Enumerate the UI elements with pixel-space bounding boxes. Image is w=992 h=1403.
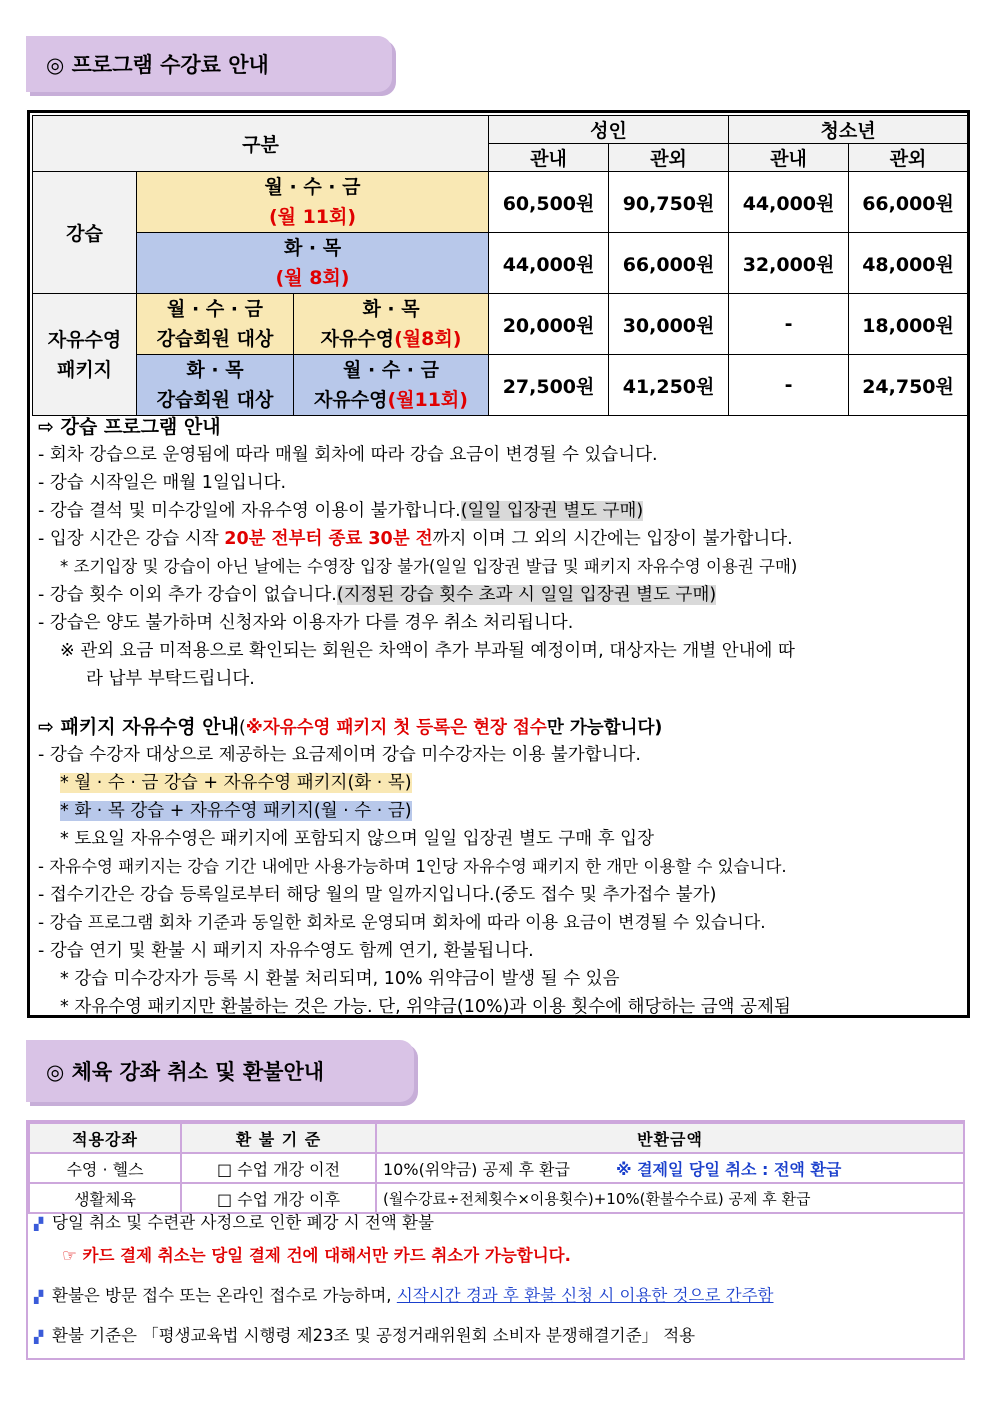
package-info-line: - 접수기간은 강습 등록일로부터 해당 월의 말 일까지입니다.(중도 접수 및 추가접수 불가) [38,885,717,905]
refund-table [28,1122,965,1214]
package-info-line: * 자유수영 패키지만 환불하는 것은 가능. 단, 위약금(10%)과 이용 횟수에 해당하는 금액 공제됨 [60,997,791,1017]
package-a-tt [137,355,294,416]
refund-amount: 10%(위약금) 공제 후 환급 ※ 결제일 당일 취소 : 전액 환급 [376,1153,964,1183]
package-a-note: 강습회원 대상 [156,328,274,350]
price-cell: 30,000원 [609,294,729,355]
bullet-icon: ▞ [34,1330,44,1344]
package-info-line: - 강습 프로그램 회차 기준과 동일한 회차로 운영되며 회차에 따라 이용 요금이 변경될 수 있습니다. [38,913,766,933]
highlight: (일일 입장권 별도 구매) [460,501,644,521]
header-adult-out: 관외 [609,144,729,172]
price-cell: 18,000원 [849,294,968,355]
lesson-tt-days: 화 · 목 [283,237,342,259]
package-label [33,294,137,416]
refund-header-criteria: 환 불 기 준 [181,1123,376,1153]
package-a-note: 강습회원 대상 [156,389,274,411]
package-label-2: 패키지 [56,358,113,381]
lesson-info-line: - 입장 시간은 강습 시작 20분 전부터 종료 30분 전까지 이며 그 외의 시간에는 입장이 불가합니다. [38,529,793,549]
price-cell: - [729,294,849,355]
lesson-mwf-days: 월 · 수 · 금 [264,176,361,198]
header-youth: 청소년 [729,116,968,144]
refund-time-note: 시작시간 경과 후 환불 신청 시 이용한 것으로 간주함 [396,1286,774,1305]
package-first-reg-note: ※자유수영 패키지 첫 등록은 현장 접수 [245,718,547,738]
price-cell: 20,000원 [489,294,609,355]
section-title-refund: ◎ 체육 강좌 취소 및 환불안내 [26,1040,414,1102]
package-info-line: * 월 · 수 · 금 강습 + 자유수영 패키지(화 · 목) [60,773,412,793]
package-b-note: 자유수영 [320,328,395,350]
package-info-line: * 화 · 목 강습 + 자유수영 패키지(월 · 수 · 금) [60,801,412,821]
price-cell: 90,750원 [609,172,729,233]
price-cell: 27,500원 [489,355,609,416]
header-youth-in: 관내 [729,144,849,172]
header-youth-out: 관외 [849,144,968,172]
package-b-count: (월11회) [387,389,468,411]
lesson-tt-count: (월 8회) [275,267,350,289]
package-info-line: - 강습 수강자 대상으로 제공하는 요금제이며 강습 미수강자는 이용 불가합니다. [38,745,641,765]
fee-table [32,115,968,416]
price-cell: 60,500원 [489,172,609,233]
bullet-icon: ▞ [34,1290,44,1304]
price-cell: - [729,355,849,416]
header-adult: 성인 [489,116,729,144]
package-a-days: 화 · 목 [186,359,244,381]
package-b-count: (월8회) [394,328,462,350]
package-b-tt [294,294,489,355]
fee-box [27,110,970,1018]
section-title-fees: ◎ 프로그램 수강료 안내 [26,36,392,92]
lesson-info-line: - 강습 시작일은 매월 1일입니다. [38,473,287,493]
lesson-info-line: ※ 관외 요금 미적용으로 확인되는 회원은 차액이 추가 부과될 예정이며, 대상자는 개별 안내에 따 [60,641,795,661]
price-cell: 41,250원 [609,355,729,416]
lesson-info-line: - 강습은 양도 불가하며 신청자와 이용자가 다를 경우 취소 처리됩니다. [38,613,574,633]
price-cell: 44,000원 [729,172,849,233]
lesson-info-line: * 조기입장 및 강습이 아닌 날에는 수영장 입장 불가(일일 입장권 발급 및 패키지 자유수영 이용권 구매) [60,557,798,576]
refund-notes [34,1210,959,1356]
entry-time-highlight: 20분 전부터 종료 30분 전 [224,529,433,549]
price-cell: 66,000원 [849,172,968,233]
package-b-days: 화 · 목 [362,298,420,320]
lesson-info [38,413,963,693]
refund-amount: (월수강료÷전체횟수×이용횟수)+10%(환불수수료) 공제 후 환급 [376,1183,964,1213]
lesson-info-line: 라 납부 부탁드립니다. [86,669,255,689]
refund-note: 환불 기준은 「평생교육법 시행령 제23조 및 공정거래위원회 소비자 분쟁해결기준」 적용 [52,1326,696,1345]
bullet-icon: ▞ [34,1217,44,1231]
package-info-line: * 강습 미수강자가 등록 시 환불 처리되며, 10% 위약금이 발생 될 수 있음 [60,969,620,989]
refund-note: 당일 취소 및 수련관 사정으로 인한 폐강 시 전액 환불 [52,1213,434,1232]
price-cell: 24,750원 [849,355,968,416]
package-info-line: * 토요일 자유수영은 패키지에 포함되지 않으며 일일 입장권 별도 구매 후 입장 [60,829,654,849]
refund-header-amount: 반환금액 [376,1123,964,1153]
refund-course: 생활체육 [29,1183,181,1213]
refund-note: 환불은 방문 접수 또는 온라인 접수로 가능하며, [52,1286,397,1305]
lesson-mwf [137,172,489,233]
refund-criteria: □ 수업 개강 이후 [181,1183,376,1213]
header-gubun: 구분 [33,116,489,172]
lesson-info-line: - 회차 강습으로 운영됨에 따라 매월 회차에 따라 강습 요금이 변경될 수 있습니다. [38,445,658,465]
package-b-mwf [294,355,489,416]
refund-box [26,1120,965,1360]
package-info-line: - 자유수영 패키지는 강습 기간 내에만 사용가능하며 1인당 자유수영 패키지 한 개만 이용할 수 있습니다. [38,857,787,876]
package-info-heading: ⇨ 패키지 자유수영 안내(※자유수영 패키지 첫 등록은 현장 접수만 가능합니다) [38,716,663,738]
package-label-1: 자유수영 [47,328,122,351]
refund-course: 수영 · 헬스 [29,1153,181,1183]
package-info-line: - 강습 연기 및 환불 시 패키지 자유수영도 함께 연기, 환불됩니다. [38,941,534,961]
lesson-tt [137,233,489,294]
card-cancel-note: ☞ 카드 결제 취소는 당일 결제 건에 대해서만 카드 취소가 가능합니다. [62,1246,571,1265]
package-b-days: 월 · 수 · 금 [343,359,439,381]
price-cell: 48,000원 [849,233,968,294]
lesson-info-line: - 강습 결석 및 미수강일에 자유수영 이용이 불가합니다.(일일 입장권 별도 구매) [38,501,644,521]
lesson-label: 강습 [33,172,137,294]
refund-header-course: 적용강좌 [29,1123,181,1153]
lesson-mwf-count: (월 11회) [268,206,357,228]
lesson-info-heading: ⇨ 강습 프로그램 안내 [38,416,221,438]
header-adult-in: 관내 [489,144,609,172]
refund-criteria: □ 수업 개강 이전 [181,1153,376,1183]
price-cell: 32,000원 [729,233,849,294]
highlight: (지정된 강습 횟수 초과 시 일일 입장권 별도 구매) [336,585,717,605]
same-day-cancel-note: ※ 결제일 당일 취소 : 전액 환급 [615,1159,842,1179]
price-cell: 66,000원 [609,233,729,294]
price-cell: 44,000원 [489,233,609,294]
package-info [38,713,963,1021]
lesson-info-line: - 강습 횟수 이외 추가 강습이 없습니다.(지정된 강습 횟수 초과 시 일일 입장권 별도 구매) [38,585,717,605]
package-a-mwf [137,294,294,355]
package-b-note: 자유수영 [314,389,388,411]
package-a-days: 월 · 수 · 금 [167,298,263,320]
